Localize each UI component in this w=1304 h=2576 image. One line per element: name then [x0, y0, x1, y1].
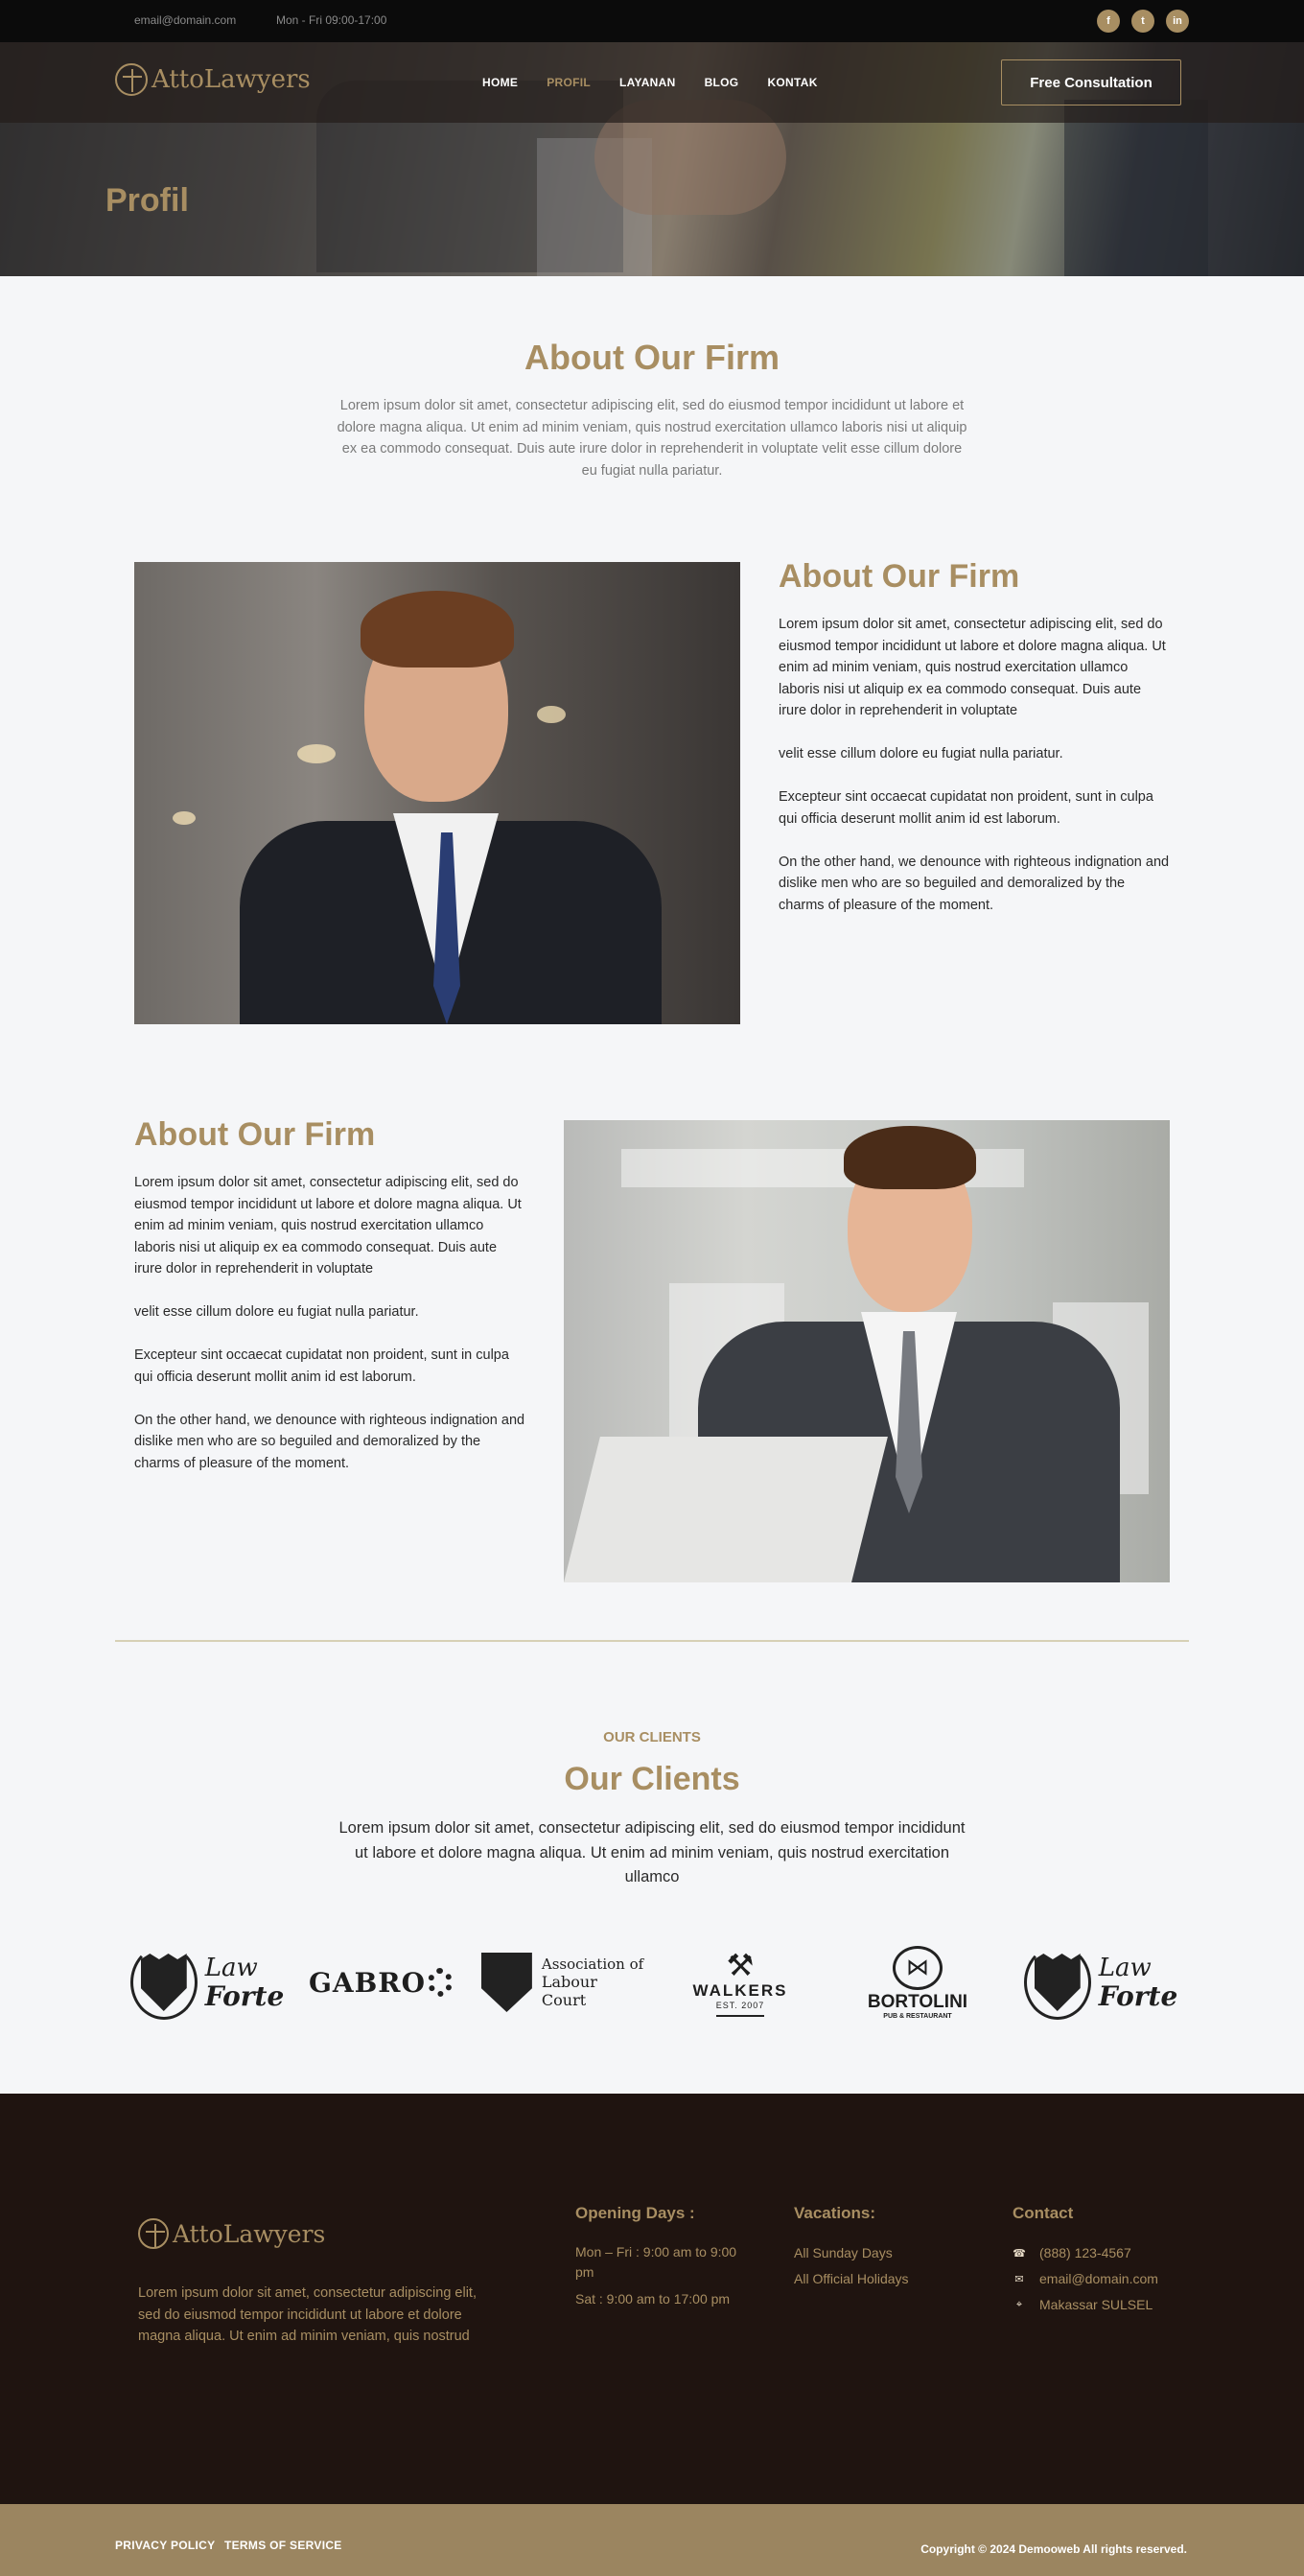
section1-p3: Excepteur sint occaecat cupidatat non proident, sunt in culpa qui officia deserunt mollit anim id est laborum. [779, 789, 1153, 827]
section-divider [115, 1640, 1189, 1642]
phone-icon: ☎ [1013, 2247, 1026, 2260]
nav-layanan[interactable]: LAYANAN [619, 76, 676, 89]
hammer-shield-icon [481, 1953, 532, 2012]
main-nav [482, 76, 818, 89]
intro-title: About Our Firm [524, 338, 780, 377]
vacation-sundays: All Sunday Days [794, 2245, 893, 2260]
lawyer-photo-young [564, 1120, 1170, 1582]
section2-p2: velit esse cillum dolore eu fugiat nulla pariatur. [134, 1304, 419, 1320]
nav-kontak[interactable]: KONTAK [767, 76, 818, 89]
opening-saturday: Sat : 9:00 am to 17:00 pm [575, 2291, 731, 2307]
client-logo-law-forte-2[interactable]: Law Forte [1020, 1939, 1181, 2026]
contact-email[interactable]: ✉ email@domain.com [1013, 2271, 1158, 2286]
copyright-text: Copyright © 2024 Demooweb All rights reserved. [920, 2542, 1187, 2556]
clients-title: Our Clients [564, 1761, 740, 1797]
section2-p3: Excepteur sint occaecat cupidatat non proident, sunt in culpa qui officia deserunt mollit anim id est laborum. [134, 1347, 509, 1385]
twitter-icon[interactable]: t [1131, 10, 1154, 33]
opening-weekday: Mon – Fri : 9:00 am to 9:00 pm [575, 2244, 737, 2280]
privacy-policy-link[interactable]: PRIVACY POLICY [115, 2539, 216, 2552]
facebook-icon[interactable]: f [1097, 10, 1120, 33]
nav-home[interactable]: HOME [482, 76, 519, 89]
section1-p4: On the other hand, we denounce with righteous indignation and dislike men who are so beguiled and demoralized by the charms of pleasure of the moment. [779, 854, 1170, 913]
clients-eyebrow: OUR CLIENTS [603, 1729, 701, 1745]
footer-logo[interactable]: AttoLawyers [138, 2218, 325, 2249]
section1-title: About Our Firm [779, 558, 1020, 595]
topbar-hours: Mon - Fri 09:00-17:00 [276, 13, 387, 27]
laptop-image [564, 1437, 888, 1582]
crossed-hammers-icon: ⚒ [726, 1947, 755, 1982]
bowtie-emblem-icon: ⋈ [893, 1946, 943, 1990]
main-header [0, 42, 1304, 123]
section2-p1: Lorem ipsum dolor sit amet, consectetur adipiscing elit, sed do eiusmod tempor incididunt ut labore et dolore magna aliqua. Ut enim ad minim veniam, quis nostrud exercitation ullamco laboris nisi ut aliquip ex ea commodo consequat. Duis aute irure dolor in reprehenderit in voluptate [134, 1175, 522, 1276]
section2-title: About Our Firm [134, 1116, 376, 1153]
site-logo[interactable] [115, 63, 311, 96]
vacation-holidays: All Official Holidays [794, 2271, 909, 2286]
section2-p4: On the other hand, we denounce with righteous indignation and dislike men who are so beguiled and demoralized by the charms of pleasure of the moment. [134, 1412, 525, 1471]
free-consultation-button[interactable]: Free Consultation [1001, 59, 1181, 105]
hero-banner [0, 42, 1304, 276]
footer [0, 2094, 1304, 2504]
envelope-icon: ✉ [1014, 2273, 1024, 2285]
client-logo-bortolini[interactable]: ⋈ BORTOLINI PUB & RESTAURANT [846, 1939, 990, 2026]
footer-about: Lorem ipsum dolor sit amet, consectetur adipiscing elit, sed do eiusmod tempor incididunt ut labore et dolore magna aliqua. Ut enim ad minim veniam, quis nostrud [138, 2285, 477, 2344]
intro-text: Lorem ipsum dolor sit amet, consectetur adipiscing elit, sed do eiusmod tempor incididunt ut labore et dolore magna aliqua. Ut enim ad minim veniam, quis nostrud exercitation ullamco laboris nisi ut aliquip ex ea commodo consequat. Duis aute irure dolor in reprehenderit in voluptate velit esse cillum dolore eu fugiat nulla pariatur. [337, 398, 967, 479]
clients-text: Lorem ipsum dolor sit amet, consectetur adipiscing elit, sed do eiusmod tempor incididunt ut labore et dolore magna aliqua. Ut enim ad minim veniam, quis nostrud exercitation ullamco [338, 1819, 966, 1885]
swirl-icon [428, 1968, 453, 1997]
logo-text: AttoLawyers [151, 65, 311, 94]
top-bar [0, 0, 1304, 42]
nav-profil[interactable]: PROFIL [547, 76, 592, 89]
client-logo-law-forte-1[interactable]: Law Forte [127, 1939, 288, 2026]
scales-logo-icon [115, 63, 148, 96]
section2-body [134, 1172, 527, 1496]
map-icon: ⌖ [1015, 2298, 1023, 2310]
bottom-bar [0, 2504, 1304, 2576]
contact-title: Contact [1013, 2204, 1074, 2222]
section1-p1: Lorem ipsum dolor sit amet, consectetur adipiscing elit, sed do eiusmod tempor incididunt ut labore et dolore magna aliqua. Ut enim ad minim veniam, quis nostrud exercitation ullamco laboris nisi ut aliquip ex ea commodo consequat. Duis aute irure dolor in reprehenderit in voluptate [779, 617, 1166, 718]
contact-address: ⌖ Makassar SULSEL [1013, 2297, 1153, 2312]
page-title: Profil [105, 182, 189, 219]
client-logo-association-labour-court[interactable]: Association of Labour Court [481, 1939, 644, 2026]
linkedin-icon[interactable]: in [1166, 10, 1189, 33]
lawyer-photo-senior [134, 562, 740, 1024]
section1-p2: velit esse cillum dolore eu fugiat nulla pariatur. [779, 746, 1063, 761]
scales-logo-icon [138, 2218, 169, 2249]
vacations-title: Vacations: [794, 2204, 876, 2222]
shield-crest-icon [130, 1945, 198, 2020]
opening-days-title: Opening Days : [575, 2204, 695, 2222]
shield-crest-icon [1024, 1945, 1091, 2020]
contact-phone[interactable]: ☎ (888) 123-4567 [1013, 2245, 1131, 2260]
topbar-email[interactable]: email@domain.com [134, 13, 237, 27]
client-logo-walkers[interactable]: ⚒ WALKERS EST. 2007 [673, 1939, 807, 2026]
nav-blog[interactable]: BLOG [704, 76, 739, 89]
section1-body [779, 614, 1172, 938]
client-logo-gabro[interactable]: GABRO [309, 1939, 453, 2026]
terms-of-service-link[interactable]: TERMS OF SERVICE [224, 2539, 342, 2552]
